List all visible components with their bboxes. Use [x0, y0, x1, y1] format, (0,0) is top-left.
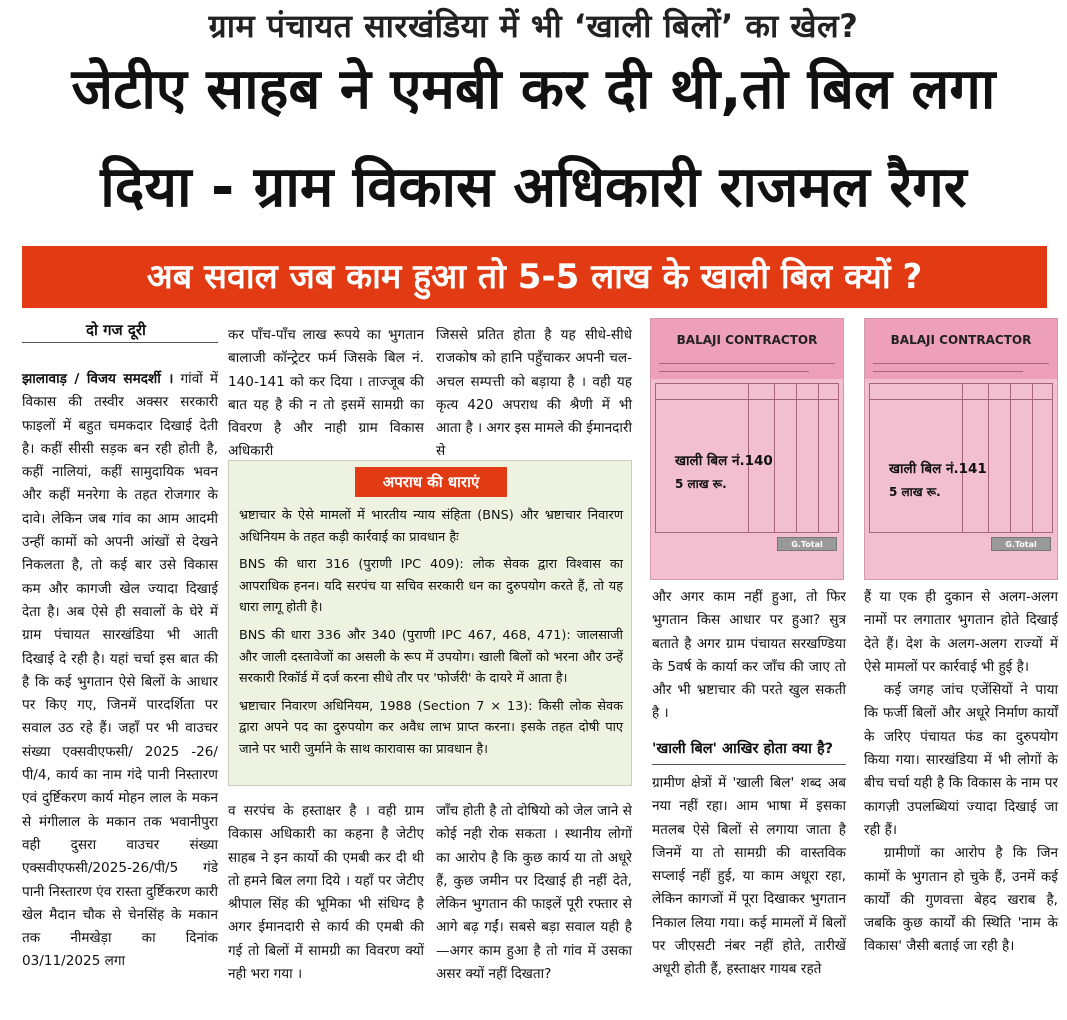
bill-grand-total: G.Total: [991, 537, 1051, 551]
article-column-1: [22, 368, 218, 974]
article-column-2-bottom: [228, 800, 424, 986]
bill-photo-141: [864, 318, 1058, 580]
article-column-5: [864, 586, 1058, 959]
column-2-top-text: कर पाँच-पाँच लाख रूपये का भुगतान बालाजी कॉन्ट्रेटर फर्म जिसके बिल नं. 140-141 को कर दिया । ताज्जूब की बात यह है की न तो इसमें सामग्री का विवरण है और नाही ग्राम विकास अधिकारी: [228, 327, 424, 460]
bill-photo-140: [650, 318, 844, 580]
bill-amount-handwriting: 5 लाख रू.: [675, 477, 727, 491]
byline-rule: [22, 342, 218, 343]
byline: दो गज दूरी: [86, 321, 146, 339]
column-1-text: गांवों में विकास की तस्वीर अक्सर सरकारी फाइलों में बहुत चमकदार दिखाई देती है। कहीं सीसी सड़क बन रही होती है, कहीं नालियां, कहीं सामुदायिक भवन और कहीं मनरेगा के तहत रोजगार के दावे। लेकिन जब गांव का आम आदमी उन्हीं कामों को अपनी आंखों से देखने निकलता है, तो कई बार उसे विकास कम और कागजी खेल ज्यादा दिखाई देता है। अब ऐसे ही सवालों के घेरे में ग्राम पंचायत सारखंडिया भी आती दिखाई दे रही है। यहां चर्चा इस बात की है कि कई भुगतान ऐसे बिलों के आधार पर किए गए, जिनमें पारदर्शिता पर सवाल उठ रहे हैं। जहाँ पर भी वाउचर संख्या एक्सवीएफसी/ 2025 -26/पी/4, कार्य का नाम गंदे पानी निस्तारण एवं दुर्ष्टिकरण कार्य मोहन लाल के मकन से मंगीलाल के मकान तक भवानीपुरा वही दुसरा वाउचर संख्या एक्सवीएफसी/2025-26/पी/5 गंडे पानी निस्तारण एंव रास्ता दुर्ष्टिकरण कारी खेल मैदान चौक से चेनसिंह के मकान तक नीमखेड़ा का दिनांक 03/11/2025 लगा: [22, 371, 218, 970]
banner-subheadline: अब सवाल जब काम हुआ तो 5-5 लाख के खाली बिल क्यों ?: [22, 246, 1047, 308]
bill-number-handwriting: खाली बिल नं.140: [675, 453, 773, 469]
dateline: झालावाड़ / विजय समदर्शी ।: [22, 371, 174, 387]
bill-number-handwriting: खाली बिल नं.141: [889, 461, 987, 477]
legal-para-3: BNS की धारा 336 और 340 (पुराणी IPC 467, 468, 471): जालसाजी और जाली दस्तावेजों का असली के रूप में उपयोग। खाली बिलों को भरना और उन्हें सरकारी रिकॉर्ड में दर्ज करना सीधे तौर पर 'फोर्जरी' के दायरे में आता है।: [239, 627, 623, 687]
column-2-bottom-text: व सरपंच के हस्ताक्षर है । वही ग्राम विकास अधिकारी का कहना है जेटीए साहब ने इन कार्यो की एमबी कर दी थी तो हमने बिल लगा दिये । यहाँ पर जेटीए श्रीपाल सिंह की भूमिका भी संधिग्द है अगर ईमानदारी से कार्य की एमबी की गई तो बिलों में सामग्री का विवरण क्यों नही भरा गया ।: [228, 803, 424, 983]
headline-line-1: जेटीए साहब ने एमबी कर दी थी,तो बिल लगा: [71, 57, 996, 122]
legal-para-2: BNS की धारा 316 (पुराणी IPC 409): लोक सेवक द्वारा विश्वास का आपराधिक हनन। यदि सरपंच या सचिव सरकारी धन का दुरुपयोग करते हैं, तो यह धारा लागू होती है।: [239, 557, 623, 616]
column-5-para-3: ग्रामीणों का आरोप है कि जिन कामों के भुगतान हो चुके हैं, उनमें कई कार्यों की गुणवत्ता बेहद खराब है, जबकि कुछ कार्यों की स्थिति 'नाम के विकास' जैसी बताई जा रही है।: [864, 845, 1058, 955]
column-4-subheading: 'खाली बिल' आखिर होता क्या है?: [652, 741, 834, 757]
article-column-3-top: [436, 324, 632, 464]
column-4-top-text: और अगर काम नहीं हुआ, तो फिर भुगतान किस आधार पर हुआ? सुत्र बताते है अगर ग्राम पंचायत सरखण्डिया के 5वर्ष के कार्या कर जाँच की जाए तो और भी भ्रष्टाचार की परते खुल सकती है ।: [652, 589, 846, 722]
column-5-para-2: कई जगह जांच एजेंसियों ने पाया कि फर्जी बिलों और अधूरे निर्माण कार्यों के जरिए पंचायत फंड का दुरुपयोग किया गया। सारखंडिया में भी लोगों के बीच चर्चा यही है कि विकास के नाम पर कागज़ी उपलब्धियां ज्यादा दिखाई जा रही हैं।: [864, 682, 1058, 838]
column-4-bottom-text: ग्रामीण क्षेत्रों में 'खाली बिल' शब्द अब नया नहीं रहा। आम भाषा में इसका मतलब ऐसे बिलों से लगाया जाता है जिनमें या तो सामग्री की वास्तविक सप्लाई नहीं हुई, या काम अधूरा रहा, लेकिन कागजों में पूरा दिखाकर भुगतान निकाल लिया गया। कई मामलों में बिलों पर जीएसटी नंबर नहीं होते, तारीखें अधूरी होती हैं, हस्ताक्षर गायब रहते: [652, 775, 846, 978]
legal-para-4: भ्रष्टाचार निवारण अधिनियम, 1988 (Section 7 × 13): किसी लोक सेवक द्वारा अपने पद का दुरुपयोग कर अवैध लाभ प्राप्त करना। इसके तहत दोषी पाए जाने पर भारी जुर्माने के साथ कारावास का प्रावधान है।: [239, 698, 623, 757]
article-column-2-top: [228, 324, 424, 464]
bill-amount-handwriting: 5 लाख रू.: [889, 485, 941, 499]
kicker-headline: ग्राम पंचायत सारखंडिया में भी ‘खाली बिलों’ का खेल?: [208, 7, 859, 45]
legal-para-1: भ्रष्टाचार के ऐसे मामलों में भारतीय न्याय संहिता (BNS) और भ्रष्टाचार निवारण अधिनियम के तहत कड़ी कार्रवाई का प्रावधान हैः: [239, 508, 623, 545]
column-3-bottom-text: जाँच होती है तो दोषियो को जेल जाने से कोई नही रोक सकता । स्थानीय लोगों का आरोप है कि कुछ कार्य या तो अधूरे हैं, कुछ जमीन पर दिखाई ही नहीं देते, लेकिन भुगतान की फाइलें पूरी रफ्तार से आगे बढ़ गईं। सबसे बड़ा सवाल यही है—अगर काम हुआ है तो गांव में उसका असर क्यों नहीं दिखता?: [436, 803, 632, 983]
bill-table-grid: [869, 383, 1053, 533]
legal-sections-box: [228, 460, 632, 786]
subheading-rule: [652, 764, 846, 765]
bill-firm-name: BALAJI CONTRACTOR: [676, 333, 818, 347]
bill-firm-name: BALAJI CONTRACTOR: [890, 333, 1032, 347]
column-3-top-text: जिससे प्रतित होता है यह सीधे-सीधे राजकोष को हानि पहुँचाकर अपनी चल-अचल सम्पत्ती को बड़ाया है । वही यह कृत्य 420 अपराध की श्रैणी में भी आता है । अगर इस मामले की ईमानदारी से: [436, 327, 632, 460]
article-column-4-top: [652, 586, 846, 726]
headline-line-2: दिया - ग्राम विकास अधिकारी राजमल रैगर: [100, 155, 967, 220]
bill-grand-total: G.Total: [777, 537, 837, 551]
legal-sections-heading: अपराध की धाराएं: [355, 467, 507, 497]
column-5-para-1: हैं या एक ही दुकान से अलग-अलग नामों पर लगातार भुगतान होते दिखाई देते हैं। देश के अलग-अलग राज्यों में ऐसे मामलों पर कार्रवाई भी हुई है।: [864, 589, 1058, 675]
article-column-4-bottom: [652, 772, 846, 982]
article-column-3-bottom: [436, 800, 632, 986]
